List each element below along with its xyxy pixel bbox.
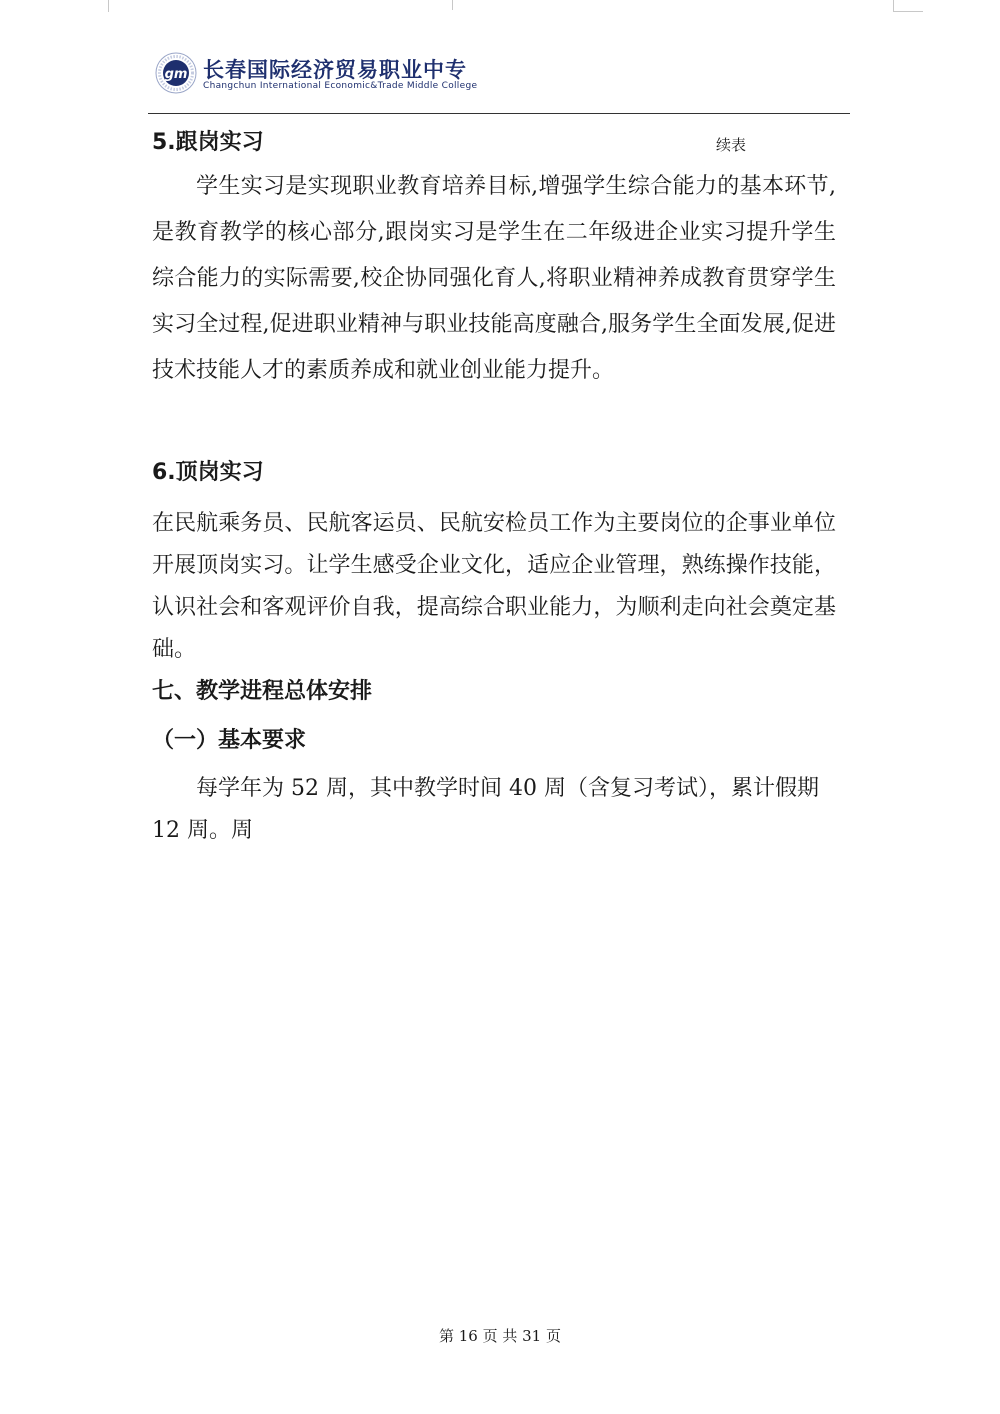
section-6-title: 6.顶岗实习	[152, 460, 264, 485]
section-7-title: 七、教学进程总体安排	[152, 679, 373, 704]
section-5-body: 学生实习是实现职业教育培养目标,增强学生综合能力的基本环节,是教育教学的核心部分,跟岗实习是学生在二年级进企业实习提升学生综合能力的实际需要,校企协同强化育人,将职业精神养成教育贯穿学生实习全过程,促进职业精神与职业技能高度融合,服务学生全面发展,促进技术技能人才的素质养成和就业创业能力提升。	[152, 174, 836, 383]
section-5-title: 5.跟岗实习	[152, 130, 264, 155]
school-logo-icon	[155, 52, 197, 94]
section-7-body: 每学年为 52 周，其中教学时间 40 周（含复习考试），累计假期 12 周。周	[152, 776, 819, 843]
section-6-body: 在民航乘务员、民航客运员、民航安检员工作为主要岗位的企事业单位开展顶岗实习。让学生感受企业文化，适应企业管理，熟练操作技能，认识社会和客观评价自我，提高综合职业能力，为顺利走向社会奠定基础。	[152, 511, 836, 662]
school-name-english: Changchun International Economic&Trade Middle College	[203, 81, 478, 91]
crop-mark-top-center	[452, 0, 453, 10]
logo-text: gm	[164, 67, 188, 82]
header-divider	[148, 113, 850, 114]
crop-mark-top-left	[108, 0, 109, 12]
crop-mark-top-right-h	[893, 11, 923, 12]
page-header	[155, 52, 850, 114]
continued-label: 续表	[716, 136, 747, 154]
page-number: 第 16 页 共 31 页	[438, 1327, 561, 1345]
section-7-subtitle: （一）基本要求	[152, 728, 307, 753]
school-name: 长春国际经济贸易职业中专	[203, 58, 467, 82]
